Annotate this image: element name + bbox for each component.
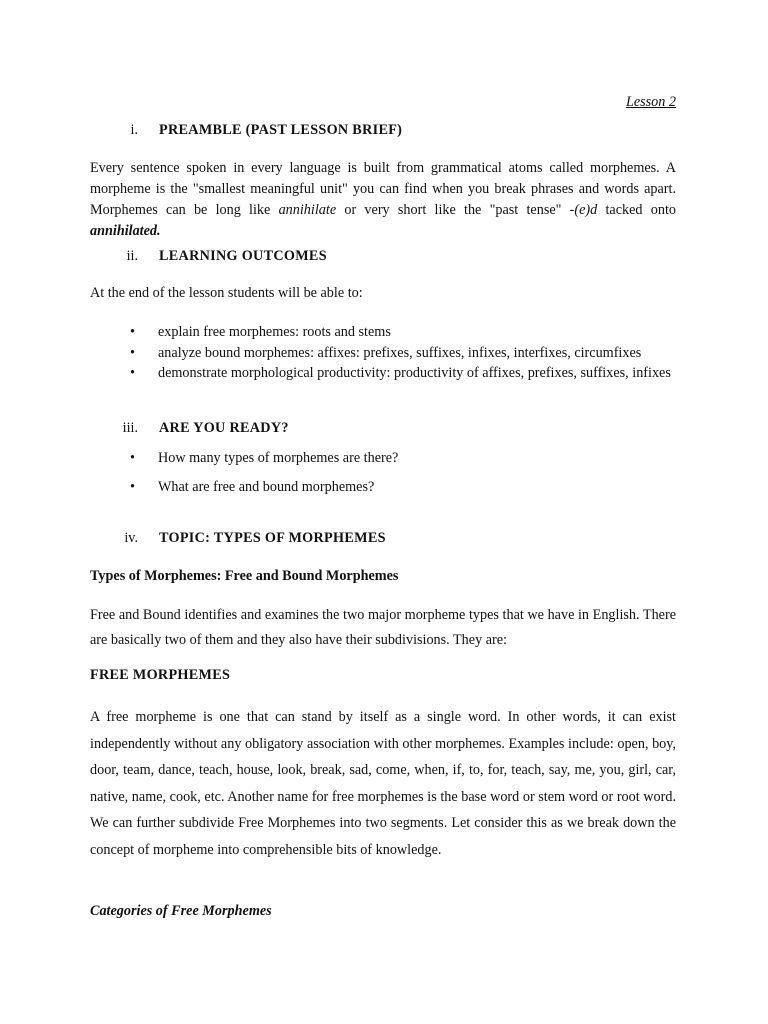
section-heading-topic xyxy=(0,530,768,550)
bullet-icon: • xyxy=(130,345,135,361)
outcomes-intro: At the end of the lesson students will be able to: xyxy=(90,285,363,301)
section-title: LEARNING OUTCOMES xyxy=(159,248,327,264)
list-item-text: What are free and bound morphemes? xyxy=(158,479,375,495)
free-morphemes-paragraph: A free morpheme is one that can stand by itself as a single word. In other words, it can exist independently without any obligatory association with other morphemes. Examples include: open, boy, door, team, dance, teach, house, look, break, sad, come, when, if, to, for, teach, say, me, you, girl, car, native, name, cook, etc. Another name for free morphemes is the base word or stem word or root word. We can further subdivide Free Morphemes into two segments. Let consider this as we break down the concept of morpheme into comprehensible bits of knowledge. xyxy=(90,709,676,858)
section-title: ARE YOU READY? xyxy=(159,420,289,436)
section-number: ii. xyxy=(126,248,138,264)
italic-word: annihilate xyxy=(278,202,337,218)
lesson-label: Lesson 2 xyxy=(625,94,676,110)
section-heading-outcomes xyxy=(0,248,768,268)
italic-suffix: (e)d xyxy=(574,202,598,218)
categories-heading: Categories of Free Morphemes xyxy=(90,903,272,919)
list-item-text: analyze bound morphemes: affixes: prefixes, suffixes, infixes, interfixes, circumfixes xyxy=(158,345,642,361)
free-morphemes-heading: FREE MORPHEMES xyxy=(90,667,231,683)
bullet-icon: • xyxy=(130,479,135,495)
list-item-text: explain free morphemes: roots and stems xyxy=(158,324,391,340)
list-item-text: demonstrate morphological productivity: productivity of affixes, prefixes, suffixes, infixes xyxy=(158,365,671,381)
section-number: iii. xyxy=(122,420,138,436)
topic-intro-paragraph: Free and Bound identifies and examines the two major morpheme types that we have in English. There are basically two of them and they also have their subdivisions. They are: xyxy=(90,607,676,648)
preamble-paragraph xyxy=(90,158,676,242)
preamble-text: Every sentence spoken in every language is built from grammatical atoms called morphemes. A morpheme is the "smallest meaningful unit" you can find when you break phrases and words apart. Morphemes can be long like xyxy=(90,160,676,218)
bold-italic-word: annihilated. xyxy=(90,223,161,239)
bullet-icon: • xyxy=(130,324,135,340)
section-heading-preamble xyxy=(0,122,768,142)
section-title: PREAMBLE (PAST LESSON BRIEF) xyxy=(159,122,403,138)
section-number: iv. xyxy=(124,530,138,546)
preamble-text: tacked onto xyxy=(597,202,676,218)
section-title: TOPIC: TYPES OF MORPHEMES xyxy=(159,530,386,546)
bullet-icon: • xyxy=(130,450,135,466)
subheading: Types of Morphemes: Free and Bound Morphemes xyxy=(90,568,399,584)
preamble-text: or very short like the "past tense" - xyxy=(336,202,575,218)
bullet-icon: • xyxy=(130,365,135,381)
section-heading-ready xyxy=(0,420,768,440)
list-item-text: How many types of morphemes are there? xyxy=(158,450,399,466)
section-number: i. xyxy=(130,122,138,138)
